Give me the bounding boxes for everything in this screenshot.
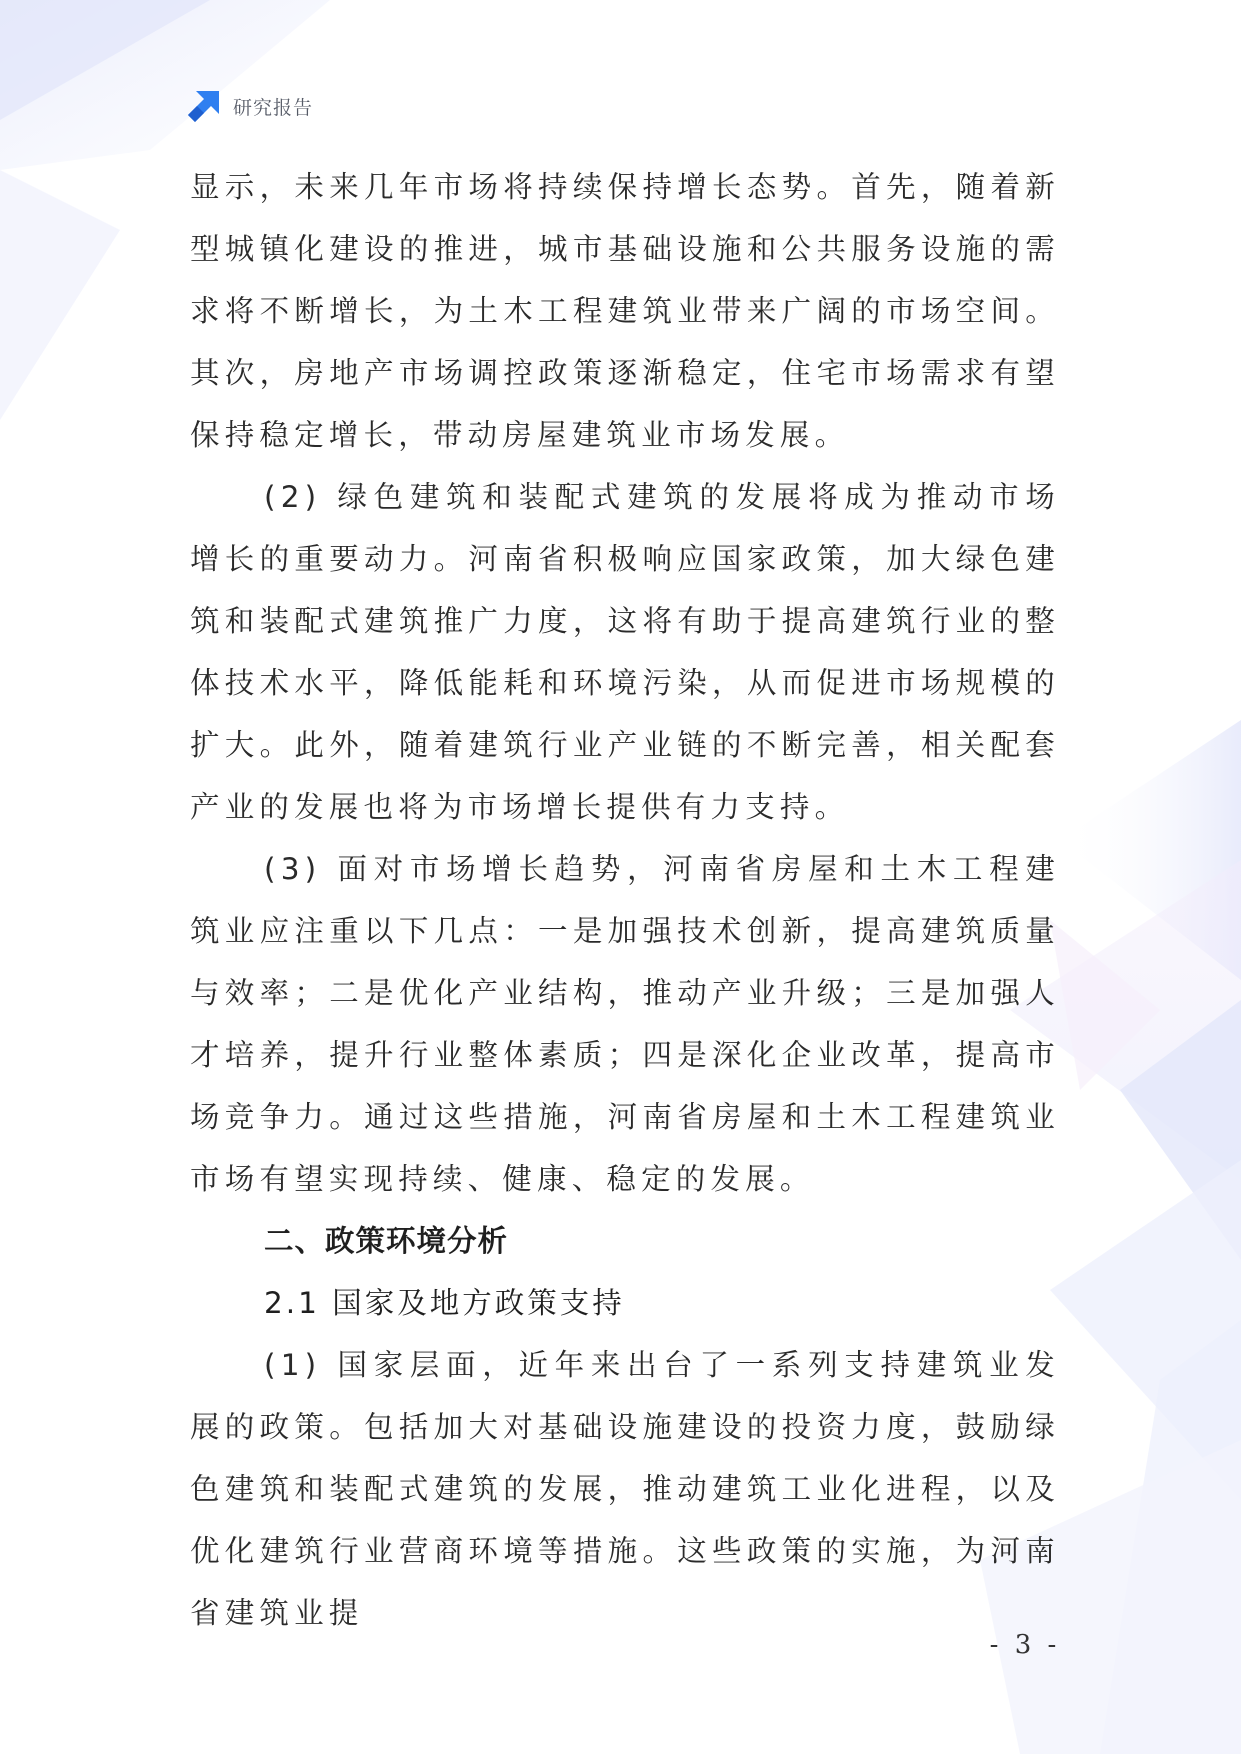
document-body	[190, 156, 1060, 1644]
body-paragraph: (3) 面对市场增长趋势，河南省房屋和土木工程建筑业应注重以下几点：一是加强技术创新，提高建筑质量与效率；二是优化产业结构，推动产业升级；三是加强人才培养，提升行业整体素质；四是深化企业改革，提高市场竞争力。通过这些措施，河南省房屋和土木工程建筑业市场有望实现持续、健康、稳定的发展。	[190, 852, 1060, 1196]
header-title: 研究报告	[233, 96, 314, 119]
page-number: - 3 -	[989, 1630, 1061, 1660]
subsection-heading: 2.1 国家及地方政策支持	[264, 1286, 625, 1320]
section-heading: 二、政策环境分析	[264, 1224, 509, 1258]
report-header	[187, 88, 313, 124]
body-paragraph: (1) 国家层面，近年来出台了一系列支持建筑业发展的政策。包括加大对基础设施建设的投资力度，鼓励绿色建筑和装配式建筑的发展，推动建筑工业化进程，以及优化建筑行业营商环境等措施。这些政策的实施，为河南省建筑业提	[190, 1348, 1060, 1630]
arrow-up-right-icon	[187, 89, 221, 123]
body-paragraph: (2) 绿色建筑和装配式建筑的发展将成为推动市场增长的重要动力。河南省积极响应国家政策，加大绿色建筑和装配式建筑推广力度，这将有助于提高建筑行业的整体技术水平，降低能耗和环境污染，从而促进市场规模的扩大。此外，随着建筑行业产业链的不断完善，相关配套产业的发展也将为市场增长提供有力支持。	[190, 480, 1060, 824]
body-paragraph: 显示，未来几年市场将持续保持增长态势。首先，随着新型城镇化建设的推进，城市基础设施和公共服务设施的需求将不断增长，为土木工程建筑业带来广阔的市场空间。其次，房地产市场调控政策逐渐稳定，住宅市场需求有望保持稳定增长，带动房屋建筑业市场发展。	[190, 170, 1060, 452]
